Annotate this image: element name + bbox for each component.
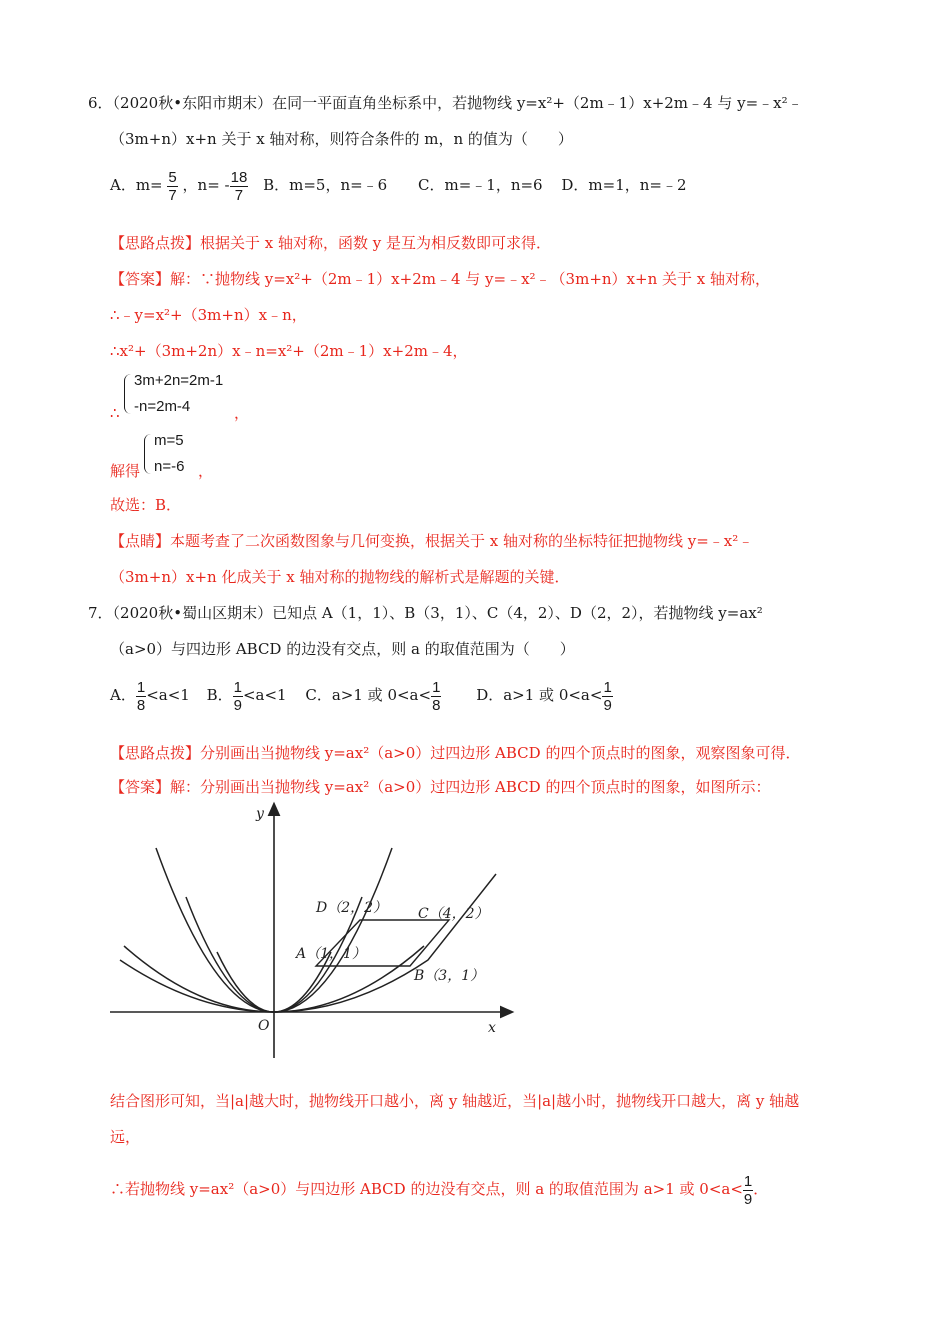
q6-choice: 故选：B． <box>110 496 182 514</box>
q6-answer-line3: ∴x²+（3m+2n）x﹣n=x²+（2m﹣1）x+2m﹣4， <box>110 342 468 360</box>
q7-option-d-prefix: D．a>1 或 0<a< <box>476 686 603 704</box>
q7-option-d-fraction: $\frac{1}{9}$ <box>603 678 612 714</box>
q7-option-c-prefix: C．a>1 或 0<a< <box>305 686 432 704</box>
q6-system-row1: 3m+2n=2m-1 <box>134 372 224 389</box>
q7-option-a-prefix: A． <box>110 686 136 704</box>
q7-line2: （a>0）与四边形 ABCD 的边没有交点，则 a 的取值范围为（ ） <box>110 640 575 658</box>
q6-options <box>110 168 687 204</box>
q6-option-c: C．m=﹣1，n=6 <box>418 176 543 194</box>
point-c-label: C（4，2） <box>418 906 489 922</box>
q6-answer-line2: ∴﹣y=x²+（3m+n）x﹣n， <box>110 306 307 324</box>
q7-option-c-fraction: $\frac{1}{8}$ <box>432 678 441 714</box>
q7-options <box>110 678 613 714</box>
q6-option-b: B．m=5，n=﹣6 <box>263 176 388 194</box>
q6-option-a-prefix: A．m= <box>110 176 163 194</box>
q6-therefore: ∴ <box>110 404 120 422</box>
q7-option-b-fraction: $\frac{1}{9}$ <box>233 678 242 714</box>
q7-final-text: ∴若抛物线 y=ax²（a>0）与四边形 ABCD 的边没有交点，则 a 的取值范围为 a>1 或 0<a< <box>110 1180 743 1198</box>
q6-line2: （3m+n）x+n 关于 x 轴对称，则符合条件的 m，n 的值为（ ） <box>110 130 573 148</box>
q6-system-row2: -n=2m-4 <box>134 398 191 415</box>
x-axis-label: x <box>488 1020 496 1036</box>
point-a-label: A（1，1） <box>296 946 366 962</box>
q7-final-fraction: $\frac{1}{9}$ <box>743 1172 753 1208</box>
q7-final-end: ． <box>753 1180 769 1198</box>
q6-comment-line1: 【点睛】本题考查了二次函数图象与几何变换，根据关于 x 轴对称的坐标特征把抛物线 y=﹣x²﹣ <box>110 532 754 550</box>
q7-answer-line1: 【答案】解：分别画出当抛物线 y=ax²（a>0）过四边形 ABCD 的四个顶点时的图象，如图所示： <box>110 778 771 796</box>
point-b-label: B（3，1） <box>414 968 485 984</box>
q6-option-a-n-fraction: $\frac{18}{7}$ <box>230 168 248 204</box>
q6-answer-line1: 【答案】解：∵抛物线 y=x²+（2m﹣1）x+2m﹣4 与 y=﹣x²﹣（3m+n）x+n 关于 x 轴对称， <box>110 270 771 288</box>
q6-solution-comma: ， <box>198 462 214 480</box>
q7-hint: 【思路点拨】分别画出当抛物线 y=ax²（a>0）过四边形 ABCD 的四个顶点时的图象，观察图象可得． <box>110 744 801 762</box>
q6-hint: 【思路点拨】根据关于 x 轴对称，函数 y 是互为相反数即可求得． <box>110 234 552 252</box>
q7-conclusion-line1: 结合图形可知，当|a|越大时，抛物线开口越小，离 y 轴越近，当|a|越小时，抛物线开口越大，离 y 轴越 <box>110 1092 800 1110</box>
q7-option-a-fraction: $\frac{1}{8}$ <box>136 678 146 714</box>
q6-option-a-neg: - <box>224 176 230 194</box>
q7-option-b-post: <a<1 <box>242 686 287 704</box>
q6-solution-row2: n=-6 <box>154 458 185 475</box>
q7-option-b-prefix: B． <box>206 686 233 704</box>
q6-system-comma: ， <box>234 404 250 422</box>
q6-comment-line2: （3m+n）x+n 化成关于 x 轴对称的抛物线的解析式是解题的关键． <box>110 568 570 586</box>
q6-solution-row1: m=5 <box>154 432 184 449</box>
y-axis-label: y <box>256 806 264 822</box>
q6-line1: 6．（2020秋•东阳市期末）在同一平面直角坐标系中，若抛物线 y=x²+（2m﹣1）x+2m﹣4 与 y=﹣x²﹣ <box>88 94 803 112</box>
point-d-label: D（2，2） <box>316 900 388 916</box>
q7-line1: 7．（2020秋•蜀山区期末）已知点 A（1，1）、B（3，1）、C（4，2）、D（2，2），若抛物线 y=ax² <box>88 604 763 622</box>
q6-option-a-m-fraction: $\frac{5}{7}$ <box>168 168 177 204</box>
q7-conclusion-line2: 远， <box>110 1128 141 1146</box>
q6-solve-label: 解得 <box>110 462 141 480</box>
origin-label: O <box>258 1018 270 1034</box>
q6-option-a-mid: ，n= <box>182 176 220 194</box>
q7-final-line <box>110 1172 768 1208</box>
q7-parabola-graph <box>100 800 520 1065</box>
q7-option-a-post: <a<1 <box>146 686 190 704</box>
q6-option-d: D．m=1，n=﹣2 <box>561 176 687 194</box>
